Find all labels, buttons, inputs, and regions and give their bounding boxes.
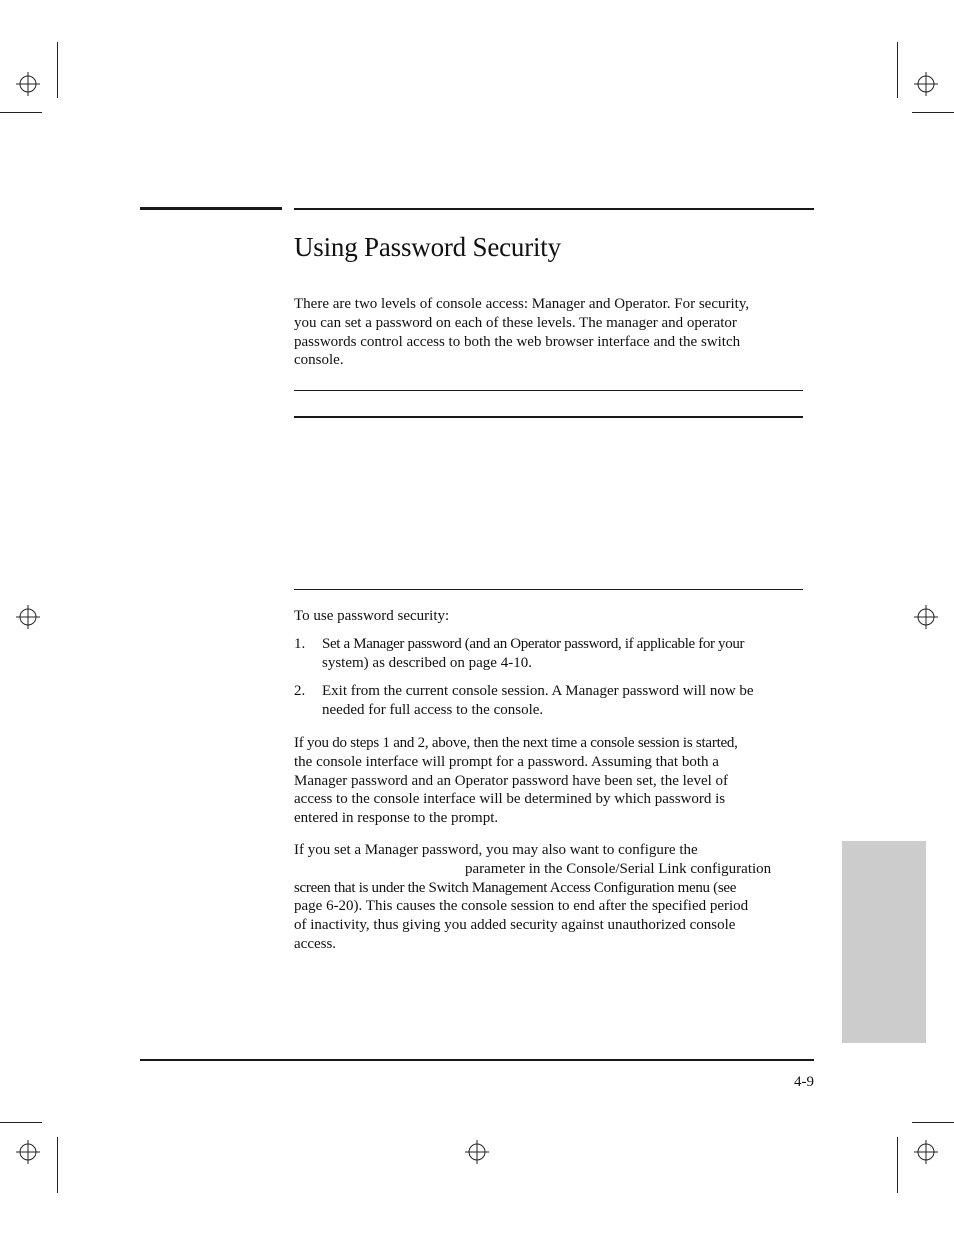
crop-mark bbox=[0, 1122, 42, 1123]
crop-mark bbox=[0, 112, 42, 113]
text-line: the console interface will prompt for a password. Assuming that both a bbox=[294, 753, 719, 770]
body-paragraph bbox=[294, 841, 816, 954]
text-line: you can set a password on each of these levels. The manager and operator bbox=[294, 314, 737, 331]
list-item bbox=[294, 682, 816, 720]
body-paragraph bbox=[294, 734, 816, 828]
text-line: Exit from the current console session. A Manager password will now be bbox=[322, 683, 754, 699]
registration-mark-icon bbox=[465, 1140, 489, 1164]
crop-mark bbox=[912, 1122, 954, 1123]
note-box-bottom-rule bbox=[294, 589, 803, 590]
registration-mark-icon bbox=[914, 72, 938, 96]
crop-mark bbox=[57, 1137, 58, 1193]
list-item bbox=[294, 635, 816, 673]
intro-paragraph bbox=[294, 295, 816, 370]
text-line: If you set a Manager password, you may also want to configure the bbox=[294, 842, 698, 858]
registration-mark-icon bbox=[16, 72, 40, 96]
crop-mark bbox=[912, 112, 954, 113]
page-number: 4-9 bbox=[794, 1074, 814, 1090]
registration-mark-icon bbox=[914, 605, 938, 629]
text-line: passwords control access to both the web browser interface and the switch bbox=[294, 333, 741, 350]
note-box-rule bbox=[294, 416, 803, 418]
text-line: access. bbox=[294, 935, 337, 952]
text-line: Manager password and an Operator password have been set, the level of bbox=[294, 772, 729, 789]
text-line: of inactivity, thus giving you added security against unauthorized console bbox=[294, 917, 736, 934]
text-line: console. bbox=[294, 352, 344, 369]
list-number: 2. bbox=[294, 683, 306, 699]
list-number: 1. bbox=[294, 636, 306, 652]
list-item-body bbox=[322, 635, 816, 673]
text-line: entered in response to the prompt. bbox=[294, 810, 499, 827]
text-line: If you do steps 1 and 2, above, then the next time a console session is started, bbox=[294, 735, 738, 751]
footer-rule bbox=[140, 1059, 814, 1061]
text-line: Set a Manager password (and an Operator password, if applicable for your bbox=[322, 636, 745, 652]
header-rule-left bbox=[140, 207, 282, 210]
crop-mark bbox=[897, 42, 898, 98]
page-title: Using Password Security bbox=[294, 232, 561, 262]
text-line: parameter in the Console/Serial Link configuration bbox=[465, 860, 772, 877]
crop-mark bbox=[897, 1137, 898, 1193]
crop-mark bbox=[57, 42, 58, 98]
registration-mark-icon bbox=[914, 1140, 938, 1164]
registration-mark-icon bbox=[16, 605, 40, 629]
header-rule-right bbox=[294, 208, 814, 210]
text-line: To use password security: bbox=[294, 608, 450, 624]
text-line: needed for full access to the console. bbox=[322, 701, 544, 718]
list-item-body bbox=[322, 682, 816, 720]
text-line: screen that is under the Switch Management Access Configuration menu (see bbox=[294, 879, 737, 896]
text-line: access to the console interface will be determined by which password is bbox=[294, 791, 726, 808]
chapter-tab bbox=[842, 841, 926, 1043]
note-box-top-rule bbox=[294, 390, 803, 391]
text-line: system) as described on page 4-10. bbox=[322, 654, 532, 671]
registration-mark-icon bbox=[16, 1140, 40, 1164]
text-line: There are two levels of console access: Manager and Operator. For security, bbox=[294, 296, 750, 312]
text-line: page 6-20). This causes the console session to end after the specified period bbox=[294, 898, 749, 915]
to-use-heading bbox=[294, 607, 816, 626]
